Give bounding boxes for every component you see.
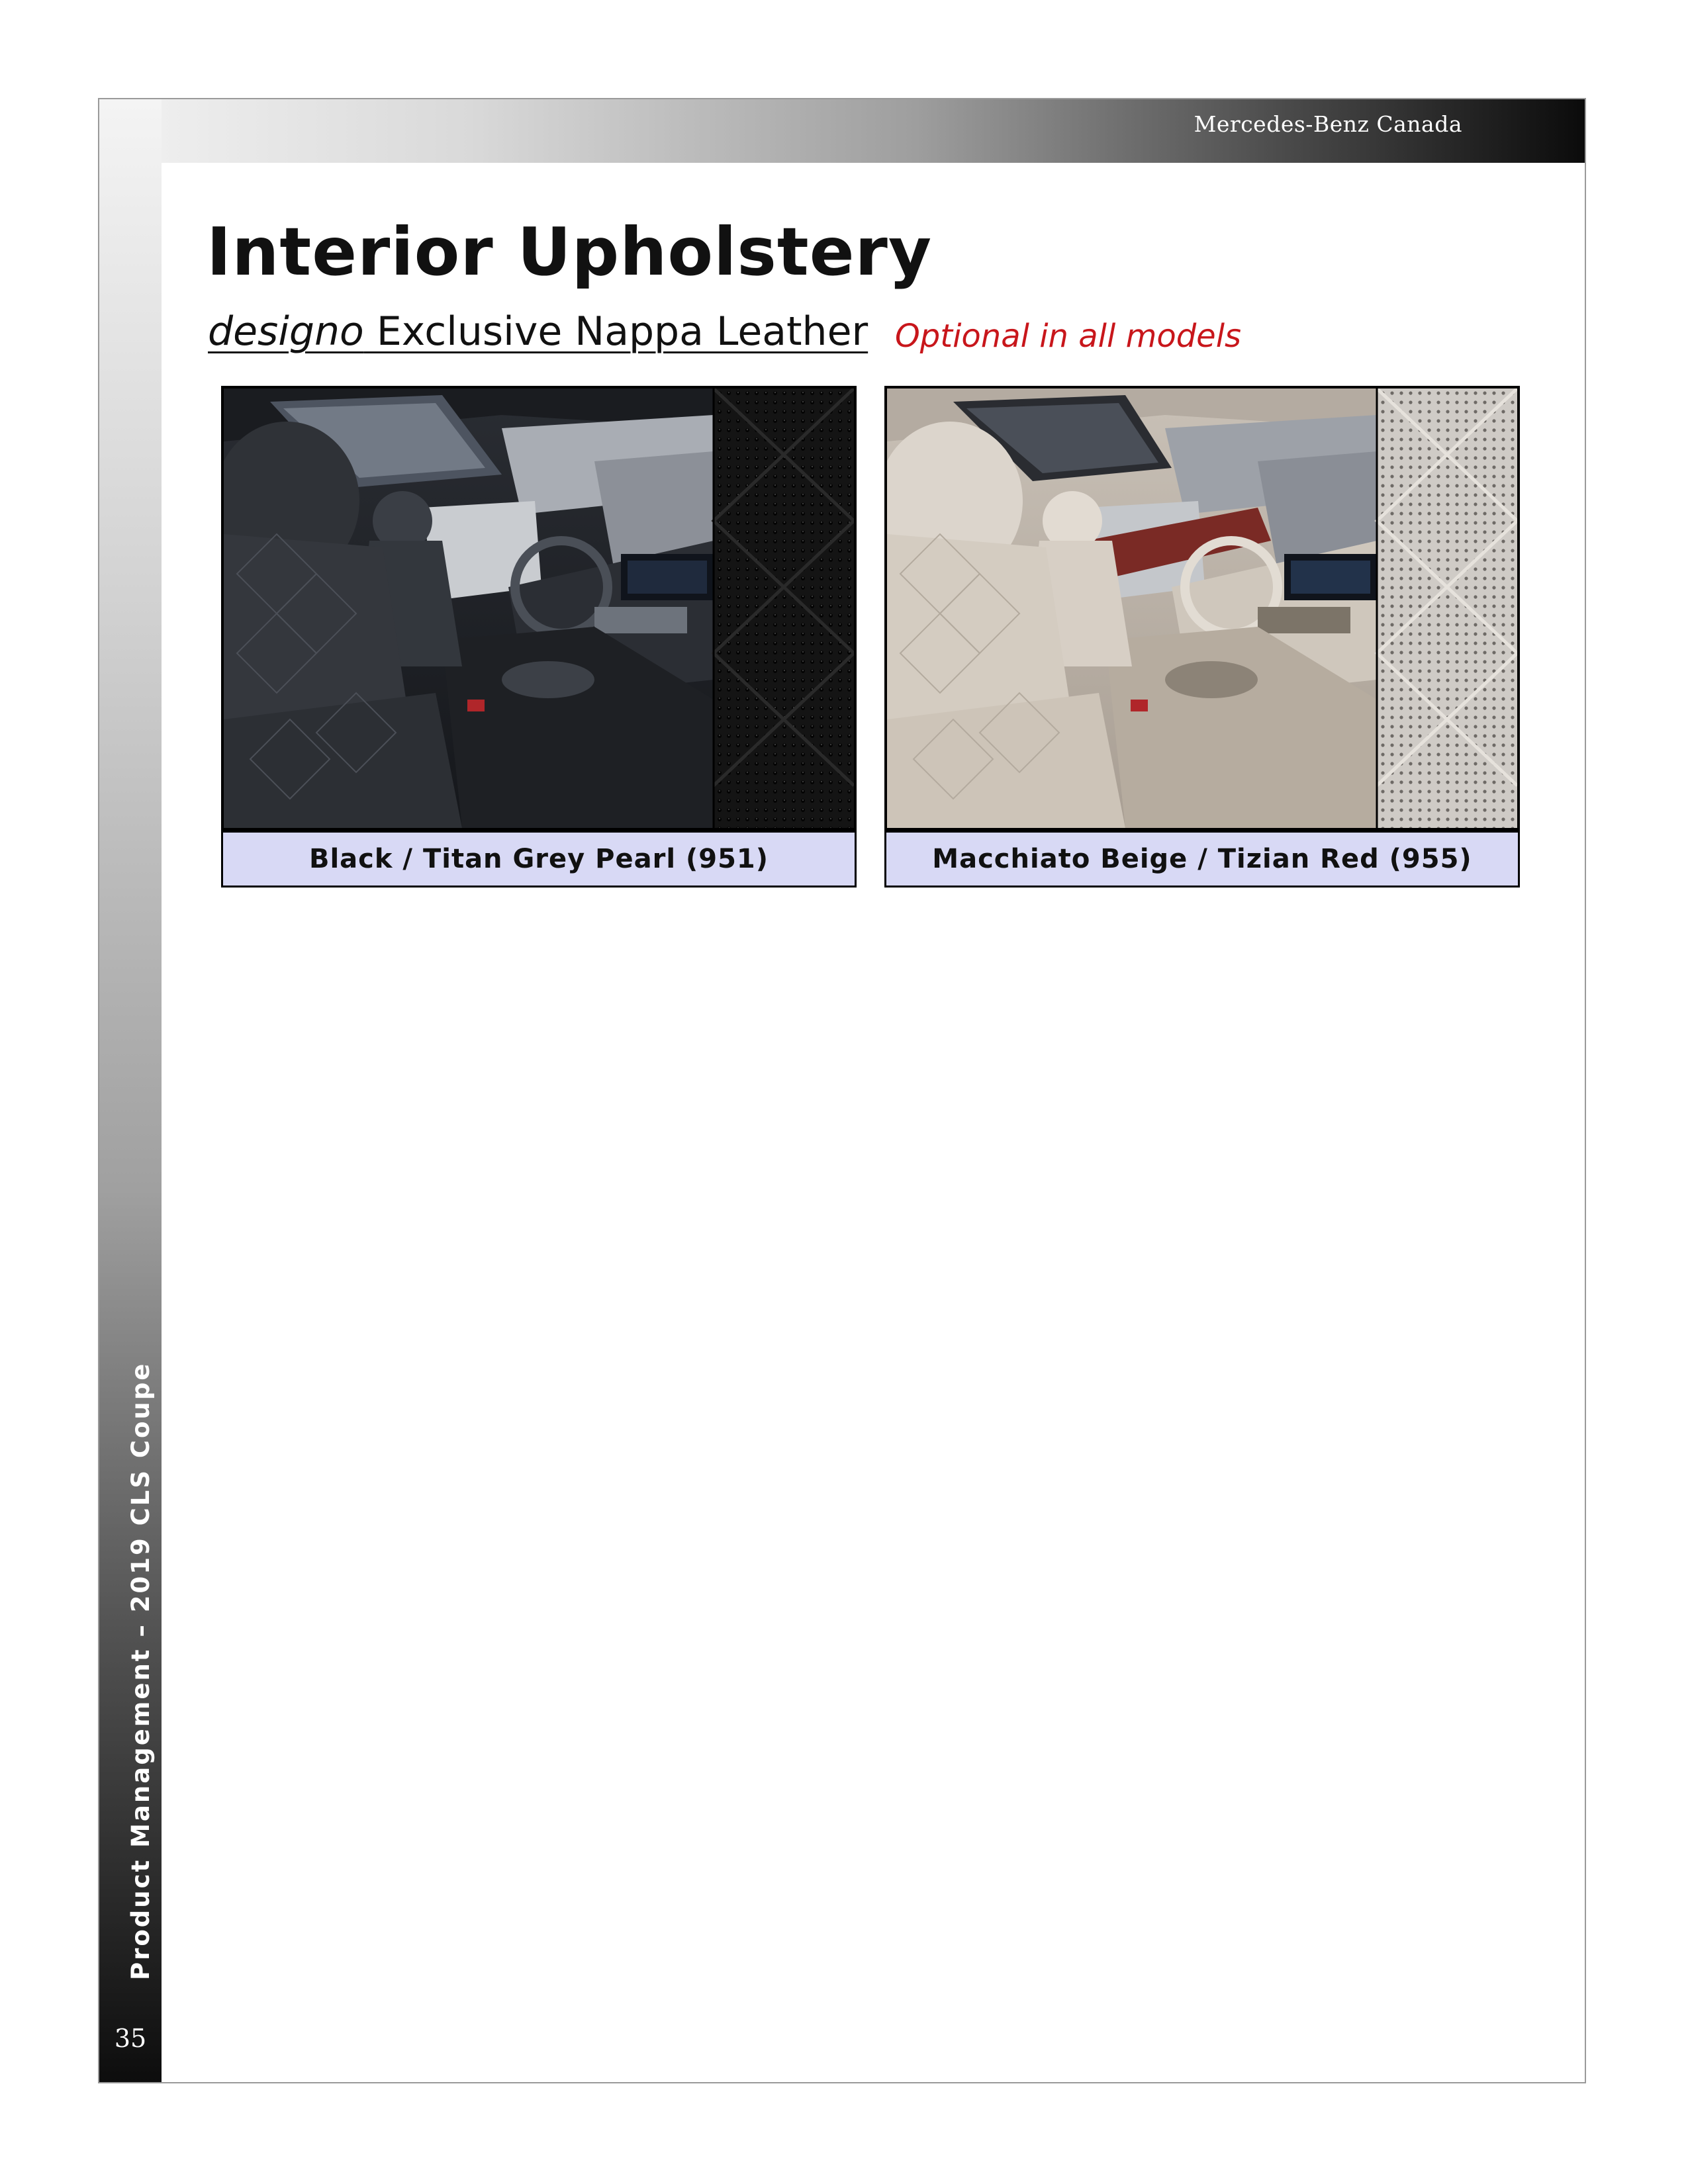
brand-name: Mercedes-Benz Canada: [1194, 111, 1462, 137]
upholstery-option-black: [221, 386, 857, 889]
interior-photo-black: [221, 386, 857, 831]
availability-note: Optional in all models: [895, 318, 1242, 355]
page-number: 35: [114, 2024, 147, 2053]
subtitle-brand: designo: [208, 308, 364, 355]
page-subtitle: [208, 308, 868, 355]
option-caption: Black / Titan Grey Pearl (951): [221, 831, 857, 887]
option-caption: Macchiato Beige / Tizian Red (955): [884, 831, 1520, 887]
header-bar: [99, 99, 1585, 163]
page-title: Interior Upholstery: [207, 213, 933, 291]
interior-photo-beige-graphic: [887, 388, 1517, 828]
interior-photo-black-graphic: [224, 388, 854, 828]
upholstery-option-beige: [884, 386, 1520, 889]
interior-photo-beige: [884, 386, 1520, 831]
subtitle-rest: Exclusive Nappa Leather: [363, 308, 868, 355]
sidebar-label: Product Management – 2019 CLS Coupe: [126, 1361, 155, 1980]
